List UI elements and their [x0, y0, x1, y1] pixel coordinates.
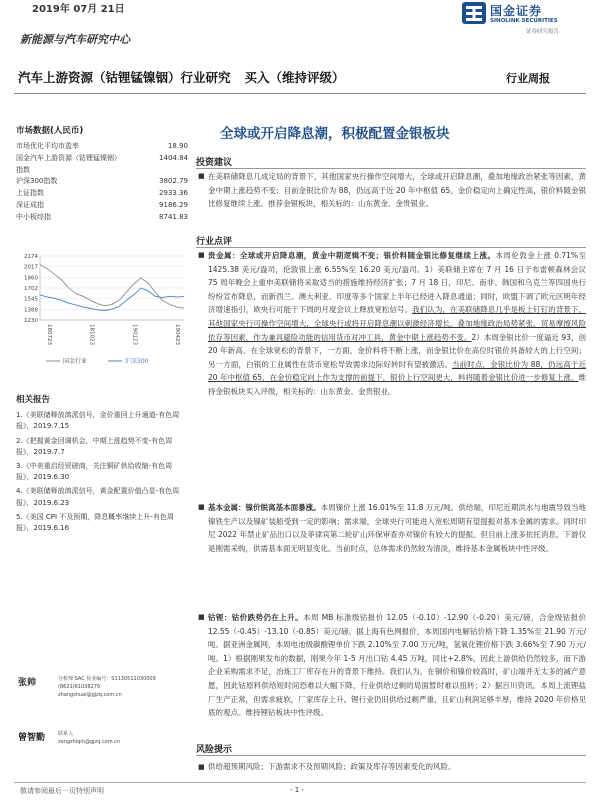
paragraph-cobalt-lithium — [198, 611, 586, 720]
footer — [0, 782, 600, 800]
p3-title: 钴锂：钴价跌势仍在上升。 — [208, 613, 304, 622]
y-tick-label: 1545 — [24, 296, 38, 303]
related-item[interactable]: 4.《美联储释放鸽派信号，黄金配置价值凸显-有色周报》，2019.6.23 — [16, 487, 180, 507]
logo-icon — [462, 2, 486, 24]
market-data-heading: 市场数据(人民币) — [16, 126, 84, 136]
related-heading: 相关报告 — [16, 395, 51, 405]
analyst-card — [18, 730, 193, 785]
paragraph-precious-metals — [198, 249, 587, 399]
rating: 买入（维持评级） — [244, 70, 345, 85]
bullet-icon: ■ — [198, 613, 205, 621]
p2-text: 本周镍价上涨 16.01%至 11.8 万元/吨。供给端，印尼近期洪水与地震导致当地镍铁生产以及镍矿装船受到一定的影响；需求端，全球央行可能进入宽松周期有望提振对基本金属的需求。同时印尼 2022 年禁止矿品出口以及菲律宾第二轮矿山环保审查亦对镍价有较大的提振。但目前上涨多依托消息，下游仅是刚需采购，供需基本面无明显变化。当前时点，总体需求仍然较为清淡，维持基本金属板块中性评级。 — [208, 503, 586, 553]
x-tick-label: 190423 — [174, 324, 180, 345]
index-chart — [16, 250, 188, 370]
company-logo — [462, 0, 577, 32]
analyst-section — [18, 675, 193, 785]
related-item[interactable]: 5.《美国 CPI 不及预期，降息概率继续上升-有色周报》，2019.6.16 — [16, 512, 174, 533]
analyst-line: 联系人 — [58, 731, 74, 737]
market-value: 3802.79 — [159, 177, 188, 186]
divider — [196, 247, 586, 248]
market-row — [16, 141, 188, 153]
market-value: 18.90 — [167, 142, 188, 150]
logo-text-en: SINOLINK SECURITIES — [490, 18, 558, 24]
market-value: 9186.29 — [159, 200, 188, 209]
p1-text-b: 2）本周金银比价一度逼近 93，创 20 年新高。在全球宽松的背景下，一方面，金价料将不断上涨，而金银比价在高位时银价具备较大的上行空间；另一方面，白银的工业属性在货币宽松导致需求边际好转时有望被激活。 — [208, 332, 586, 369]
y-tick-label: 1860 — [24, 275, 38, 282]
logo-subtitle: 证券研究报告 — [526, 29, 560, 35]
analyst-card — [18, 675, 193, 730]
p3-text: 本周 MB 标准级钴报价 12.05（-0.10）-12.90（-0.20）美元/磅，合金级钴报价 12.55（-0.45）-13.10（-0.85）美元/磅。据上海有色网报价，本周国内电解钴价格下降 1.35%至 21.90 万元/吨。据亚洲金属网，本周电池级碳酸锂单价下跌 2.10%至 7.00 万元/吨，氢氧化锂价格下跌 3.66%至 7.90 万元/吨。1）根据刚果发布的数据，刚果今年 1-5 月出口钴 4.45 万吨，同比+2.8%，因此上游供给仍然较多，而下游企业采购需求不足，冶炼工厂库存在升的背景下维持。我们认为，在铜价和镍价较高时，矿山端并无太多的减产意愿，因此钴原料供给短时间恐难以大幅下降，行业供给过剩的局面暂时难以扭转；2）据百川资讯，本周上流锂盐厂生产正常，但需求疲软，厂家库存上升。锂行业仍旧供给过剩严重，且矿山利润足够丰厚，维持 2020 年价格见底的观点。维持锂钴板块中性评级。 — [208, 613, 586, 718]
series-line-1 — [40, 288, 184, 310]
p2-title: 基本金属：镍价脱离基本面暴涨。 — [208, 503, 321, 512]
market-row — [16, 176, 188, 188]
divider — [196, 755, 586, 756]
invest-paragraph — [198, 170, 586, 211]
market-label: 国金汽车上游资源（钴锂锰镍铟）指数 — [16, 153, 121, 174]
market-row — [16, 188, 188, 200]
market-value: 1404.84 — [159, 153, 188, 162]
p1-title: 贵金属：全球或开启降息潮，黄金中期逻辑不变；银价料随金银比修复继续上涨。 — [208, 251, 496, 260]
x-tick-label: 190123 — [131, 324, 138, 345]
y-tick-label: 1388 — [24, 307, 38, 314]
risk-heading: 风险提示 — [196, 745, 233, 755]
report-type: 行业周报 — [506, 72, 550, 85]
market-row — [16, 200, 188, 212]
related-item[interactable]: 1.《美联储释放鸽派信号，金价重回上升通道-有色周报》，2019.7.15 — [16, 411, 180, 431]
related-item[interactable]: 3.《中美重启经贸磋商，关注铜矿供给收缩-有色周报》，2019.6.30 — [16, 462, 173, 482]
y-tick-label: 1702 — [24, 286, 38, 292]
analyst-name: 张帅 — [18, 678, 37, 688]
p1-text-underline-2: 当前时点，金银比价为 88，仍远高于近 20 年中枢值 65，在金价稳定向上作为支撑的前提下，银价上行空间更大，料将随着金银比价进一步修复上涨。 — [208, 359, 586, 383]
series-line-0 — [40, 264, 184, 308]
analyst-line: 分析师 SAC 执业编号：S1130511030009 — [58, 676, 156, 682]
analyst-name: 曾智勤 — [18, 733, 46, 743]
department: 新能源与汽车研究中心 — [20, 33, 130, 46]
invest-text: 在美联储降息几成定局的背景下，其他国家央行操作空间增大，全球或开启降息潮，叠加地缘政治紧张等因素，黄金中期上涨趋势不变；目前金银比价为 88，仍远高于近 20 年中枢值 65。金价稳定向上确定性高，银价料随金银比修复继续上涨。推荐金银板块，相关标的：山东黄金、金贵银业。 — [208, 172, 586, 208]
p1-text-underline: 我们认为，在美联储降息几乎是板上钉钉的背景下，其他国家央行可操作空间增大，全球央行或将开启降息潮以刺激经济增长。叠加地缘政治局势紧张、贸易摩擦风险依存等因素，作为兼具避险功能的信用货币对冲工具，黄金中期上涨趋势不变。 — [208, 305, 587, 342]
page-number: - 1 - — [290, 786, 304, 794]
report-date: 2019年 07月 21日 — [32, 4, 125, 15]
bullet-icon: ■ — [198, 251, 205, 259]
market-row — [16, 153, 188, 177]
market-value: 2933.36 — [159, 189, 188, 198]
market-label: 沪深300指数 — [16, 177, 58, 186]
footer-note: 敬请参阅最后一页特别声明 — [20, 787, 104, 795]
y-tick-label: 2017 — [24, 264, 38, 271]
logo-text-cn: 国金证券 — [490, 4, 543, 18]
related-item[interactable]: 2.《把握黄金回调机会，中期上涨趋势不变-有色周报》，2019.7.7 — [16, 436, 173, 456]
report-title-text: 汽车上游资源（钴锂锰镍铟）行业研究 — [18, 70, 231, 85]
invest-heading: 投资建议 — [196, 158, 233, 168]
market-label: 深证成指 — [16, 200, 44, 209]
market-data — [16, 124, 188, 224]
analyst-phone: (8621)61038279 — [58, 684, 101, 690]
footer-divider — [14, 782, 586, 783]
report-title — [18, 68, 345, 86]
y-tick-label: 2174 — [24, 254, 38, 260]
x-tick-label: 180723 — [46, 324, 52, 345]
legend-label: 沪深300 — [125, 358, 149, 365]
bullet-icon: ■ — [198, 503, 205, 511]
market-row — [16, 212, 188, 224]
risk-paragraph — [198, 760, 586, 774]
x-tick-label: 181023 — [88, 324, 95, 345]
market-value: 8741.83 — [159, 212, 188, 221]
p1-text-c: 维持金银板块买入评级，相关标的：山东黄金、金贵银业。 — [208, 373, 586, 396]
paragraph-base-metals — [198, 501, 586, 555]
p1-text-a: 本周伦敦金上涨 0.71%至 1425.38 美元/盎司，伦敦银上涨 6.55%至 16.20 美元/盎司。1）美联储主席在 7 月 16 日于布雷顿森林会议 75 周年晚会上重申美联储将采取适当的措施维持经济扩张；7 月 18 日，印尼、南非、韩国和乌克兰等四国央行纷纷宣布降息，而新西兰、澳大利亚、印度等多个国家上半年已经进入降息通道；同时，欧盟下调了欧元区明年经济增速指引，欧央行可能于下周的月度会议上释放宽松信号。 — [208, 251, 587, 315]
market-label: 市场优化平均市盈率 — [16, 142, 79, 150]
industry-heading: 行业点评 — [196, 237, 233, 247]
legend-label: 国金行业 — [63, 358, 88, 365]
bullet-icon: ■ — [198, 763, 205, 771]
bullet-icon: ■ — [198, 172, 205, 180]
market-label: 上证指数 — [16, 189, 44, 198]
risk-text: 供给超预期风险；下游需求不及预期风险；政策及库存等因素变化的风险。 — [208, 762, 456, 771]
market-label: 中小板综指 — [16, 212, 51, 221]
related-reports — [16, 395, 188, 534]
analyst-email[interactable]: zhangshuai@gjzq.com.cn — [58, 692, 122, 698]
analyst-info — [58, 675, 156, 699]
main-title: 全球或开启降息潮，积极配置金银板块 — [220, 126, 450, 142]
divider — [196, 168, 586, 169]
analyst-email[interactable]: zengzhiqin@gjzq.com.cn — [58, 739, 121, 745]
y-tick-label: 1230 — [24, 318, 38, 324]
analyst-info — [58, 730, 120, 746]
